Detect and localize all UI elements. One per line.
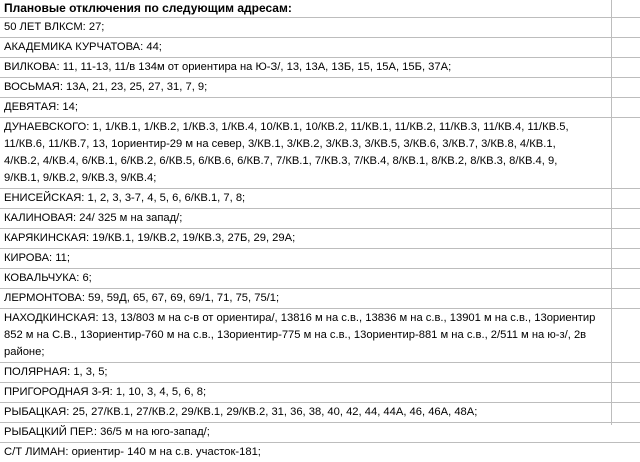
address-line: 9/КВ.1, 9/КВ.2, 9/КВ.3, 9/КВ.4;: [4, 172, 157, 184]
address-line: районе;: [4, 346, 45, 358]
address-row: [0, 442, 640, 462]
address-row: [0, 208, 640, 228]
column-gridline: [611, 0, 612, 425]
address-line: 50 ЛЕТ ВЛКСМ: 27;: [4, 21, 105, 33]
address-row: [0, 77, 640, 97]
address-row: [0, 248, 640, 268]
address-line: 4/КВ.2, 4/КВ.4, 6/КВ.1, 6/КВ.2, 6/КВ.5, 6/КВ.6, 6/КВ.7, 7/КВ.1, 7/КВ.3, 7/КВ.4, 8/КВ.1, 8/КВ.2, 8/КВ.3, 8/КВ.4, 9,: [4, 155, 558, 167]
address-line: ВОСЬМАЯ: 13А, 21, 23, 25, 27, 31, 7, 9;: [4, 81, 208, 93]
address-line: КАЛИНОВАЯ: 24/ 325 м на запад/;: [4, 212, 183, 224]
address-line: ПОЛЯРНАЯ: 1, 3, 5;: [4, 366, 108, 378]
page-title: Плановые отключения по следующим адресам:: [4, 1, 292, 15]
address-line: РЫБАЦКИЙ ПЕР.: 36/5 м на юго-запад/;: [4, 426, 210, 438]
address-line: КОВАЛЬЧУКА: 6;: [4, 272, 92, 284]
address-line: С/Т ЛИМАН: ориентир- 140 м на с.в. участок-181;: [4, 446, 261, 458]
address-row: [0, 422, 640, 442]
address-row: [0, 288, 640, 308]
address-line: ДЕВЯТАЯ: 14;: [4, 101, 78, 113]
address-line: ДУНАЕВСКОГО: 1, 1/КВ.1, 1/КВ.2, 1/КВ.3, 1/КВ.4, 10/КВ.1, 10/КВ.2, 11/КВ.1, 11/КВ.2, 11/КВ.3, 11/КВ.4, 11/КВ.5,: [4, 121, 569, 133]
address-row: [0, 268, 640, 288]
address-row: [0, 57, 640, 77]
address-line: ЛЕРМОНТОВА: 59, 59Д, 65, 67, 69, 69/1, 71, 75, 75/1;: [4, 292, 280, 304]
address-row: [0, 188, 640, 208]
address-row: [0, 97, 640, 117]
address-row: [0, 228, 640, 248]
address-line: КАРЯКИНСКАЯ: 19/КВ.1, 19/КВ.2, 19/КВ.3, 27Б, 29, 29А;: [4, 232, 296, 244]
address-line: НАХОДКИНСКАЯ: 13, 13/803 м на с-в от ориентира/, 13816 м на с.в., 13836 м на с.в., 13901 м на с.в., 13ориентир: [4, 312, 596, 324]
address-row: [0, 17, 640, 37]
address-line: РЫБАЦКАЯ: 25, 27/КВ.1, 27/КВ.2, 29/КВ.1, 29/КВ.2, 31, 36, 38, 40, 42, 44, 44А, 46, 46А, 48А;: [4, 406, 478, 418]
address-line: 852 м на С.В., 13ориентир-760 м на с.в., 13ориентир-775 м на с.в., 13ориентир-881 м на с.в., 2/511 м на ю-з/, 2в: [4, 329, 587, 341]
address-line: 11/КВ.6, 11/КВ.7, 13, 1ориентир-29 м на север, 3/КВ.1, 3/КВ.2, 3/КВ.3, 3/КВ.5, 3/КВ.6, 3/КВ.7, 3/КВ.8, 4/КВ.1,: [4, 138, 556, 150]
address-row: [0, 37, 640, 57]
address-line: АКАДЕМИКА КУРЧАТОВА: 44;: [4, 41, 162, 53]
address-row: [0, 362, 640, 382]
address-row: [0, 117, 640, 188]
address-line: КИРОВА: 11;: [4, 252, 70, 264]
address-line: ЕНИСЕЙСКАЯ: 1, 2, 3, 3-7, 4, 5, 6, 6/КВ.1, 7, 8;: [4, 192, 246, 204]
address-row: [0, 308, 640, 362]
address-row: [0, 382, 640, 402]
address-line: ВИЛКОВА: 11, 11-13, 11/в 134м от ориентира на Ю-З/, 13, 13А, 13Б, 15, 15А, 15Б, 37А;: [4, 61, 452, 73]
address-row: [0, 402, 640, 422]
address-line: ПРИГОРОДНАЯ 3-Я: 1, 10, 3, 4, 5, 6, 8;: [4, 386, 207, 398]
